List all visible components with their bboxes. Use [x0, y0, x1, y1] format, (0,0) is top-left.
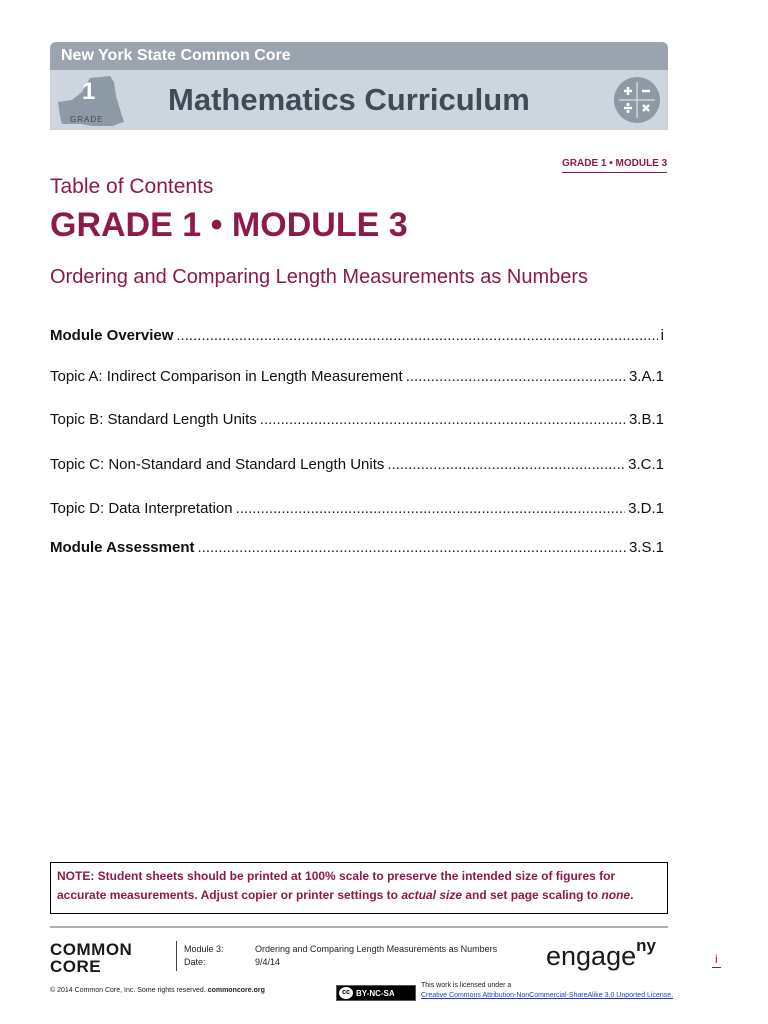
- toc-entry-label: Topic C: Non-Standard and Standard Length Units: [50, 456, 385, 473]
- toc-entry-label: Topic B: Standard Length Units: [50, 411, 257, 428]
- toc-entry-page: i: [660, 327, 664, 344]
- grade-badge: [52, 72, 132, 128]
- license-text: This work is licensed under a: [421, 982, 512, 989]
- toc-entry-module-assessment[interactable]: [50, 539, 664, 559]
- module-value: Ordering and Comparing Length Measurements as Numbers: [255, 944, 498, 954]
- toc-leader: [176, 327, 657, 344]
- curriculum-title: Mathematics Curriculum: [168, 82, 530, 117]
- toc-entry-label: Topic D: Data Interpretation: [50, 500, 233, 517]
- toc-entry-page: 3.C.1: [628, 456, 664, 473]
- note-emphasis: none: [601, 888, 631, 902]
- toc-entry-label: Module Overview: [50, 327, 174, 344]
- grade-word: GRADE: [70, 115, 104, 124]
- logo-line: CORE: [50, 957, 102, 976]
- date-value: 9/4/14: [255, 957, 281, 967]
- toc-leader: [387, 456, 625, 473]
- cc-icon: cc: [339, 987, 353, 999]
- note-text: NOTE: Student sheets should be printed at 100% scale to preserve the intended size of figures for accurate measurements. Adjust copier or printer settings to: [57, 869, 616, 902]
- license-badge-text: BY-NC-SA: [356, 988, 395, 998]
- copyright-site: commoncore.org: [207, 987, 265, 994]
- copyright: [50, 987, 265, 994]
- toc-entry-page: 3.D.1: [628, 500, 664, 517]
- toc-entry-page: 3.A.1: [628, 368, 664, 385]
- date-label: Date:: [184, 957, 206, 967]
- module-tag: GRADE 1 • MODULE 3: [562, 158, 667, 173]
- license-link[interactable]: Creative Commons Attribution-NonCommercial-ShareAlike 3.0 Unported License.: [421, 992, 674, 999]
- footer-separator: [176, 941, 177, 971]
- engage-text: engage: [546, 941, 637, 971]
- logo-line: COMMON: [50, 940, 133, 959]
- note-text: and set page scaling to: [462, 888, 602, 902]
- toc-entry-topic-c[interactable]: [50, 456, 664, 476]
- toc-entry-label: Topic A: Indirect Comparison in Length Measurement: [50, 368, 403, 385]
- toc-leader: [236, 500, 626, 517]
- header-main: [50, 70, 668, 130]
- grade-number: 1: [82, 78, 96, 105]
- note-text: .: [630, 888, 634, 902]
- footer-divider: [50, 926, 668, 928]
- header-banner: [50, 42, 668, 70]
- module-title: GRADE 1 • MODULE 3: [50, 206, 408, 244]
- toc-entry-page: 3.S.1: [628, 539, 664, 556]
- printing-note: [50, 862, 668, 914]
- toc-heading: Table of Contents: [50, 175, 214, 198]
- copyright-text: © 2014 Common Core, Inc. Some rights reserved.: [50, 987, 206, 994]
- toc-entry-label: Module Assessment: [50, 539, 195, 556]
- engage-sup: ny: [636, 936, 656, 955]
- toc-leader: [260, 411, 626, 428]
- module-subtitle: Ordering and Comparing Length Measurements as Numbers: [50, 266, 589, 288]
- banner-title: New York State Common Core: [61, 47, 291, 64]
- toc-entry-topic-a[interactable]: [50, 368, 664, 388]
- toc-leader: [198, 539, 626, 556]
- engageny-logo[interactable]: [546, 936, 656, 972]
- toc-entry-page: 3.B.1: [628, 411, 664, 428]
- license-badge[interactable]: [336, 985, 416, 1001]
- common-core-logo: [50, 941, 132, 975]
- toc-entry-module-overview[interactable]: [50, 327, 664, 347]
- math-operations-icon: [613, 76, 661, 124]
- note-emphasis: actual size: [401, 888, 463, 902]
- module-label: Module 3:: [184, 944, 224, 954]
- toc-leader: [406, 368, 626, 385]
- toc-entry-topic-d[interactable]: [50, 500, 664, 520]
- page-number: i: [712, 952, 721, 968]
- toc-entry-topic-b[interactable]: [50, 411, 664, 431]
